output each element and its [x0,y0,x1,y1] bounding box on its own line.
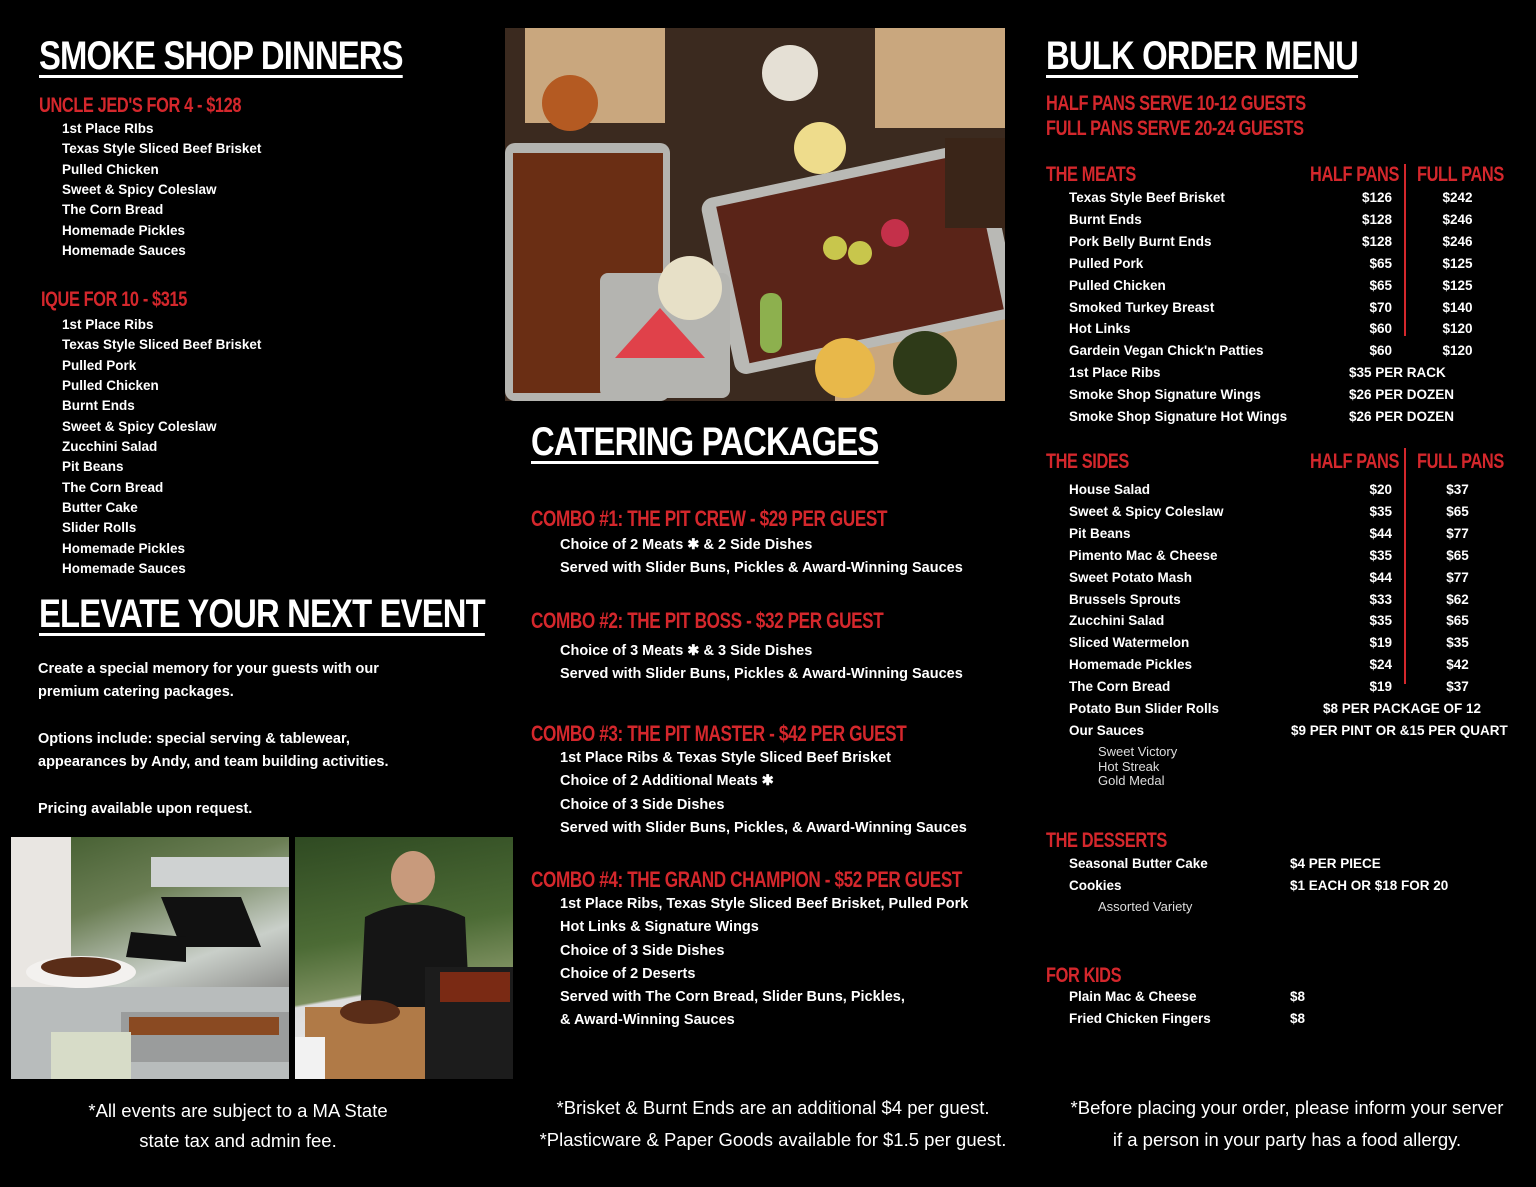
meats-half-label: HALF PANS [1310,163,1400,186]
serving-photo-art [11,837,289,1079]
serving-photo [11,837,289,1079]
dessert-name: Cookies [1069,878,1122,893]
meats-full-label: FULL PANS [1417,163,1504,186]
meats-item-name: Pork Belly Burnt Ends [1069,233,1212,249]
list-item: Slider Rolls [62,520,137,536]
sides-full-label: FULL PANS [1417,450,1504,473]
meats-row [1069,318,1519,340]
meats-price: $35 PER RACK [1349,365,1446,381]
meats-row [1069,384,1519,406]
meats-half-price: $60 [1369,321,1392,337]
half-pans-serve: HALF PANS SERVE 10-12 GUESTS [1046,92,1306,115]
meats-half-price: $126 [1361,190,1392,205]
combo-4 [531,867,1084,1033]
meats-half-price: $65 [1369,277,1392,293]
combo-4-line: Served with The Corn Bread, Slider Buns, Pickles, [560,989,905,1006]
footnote-allergy-line2: if a person in your party has a food allergy. [1112,1129,1462,1150]
kids-item-price: $8 [1290,1011,1306,1026]
combo-2 [531,608,983,687]
sides-half-price: $19 [1369,635,1392,651]
list-item: Texas Style Sliced Beef Brisket [62,337,262,353]
sides-item-name: Pit Beans [1069,525,1131,541]
sides-item-name: Our Sauces [1069,722,1145,738]
list-item: Homemade Sauces [62,243,186,259]
food-spread-photo [505,28,1005,401]
elevate-event-title: ELEVATE YOUR NEXT EVENT [39,592,485,636]
kids-item-price: $8 [1290,989,1306,1004]
combo-1 [531,506,988,581]
meats-half-price: $65 [1369,255,1392,271]
meats-full-price: $125 [1442,255,1473,271]
meats-half-price: $70 [1369,299,1392,315]
sides-row [1069,545,1519,567]
list-item: 1st Place RIbs [62,121,154,136]
sides-price: $9 PER PINT OR &15 PER QUART [1291,722,1508,738]
meats-half-price: $128 [1361,233,1392,249]
sides-half-price: $44 [1369,569,1392,585]
bulk-order-title: BULK ORDER MENU [1046,34,1359,78]
catering-packages-title: CATERING PACKAGES [531,420,879,464]
combo-4-title: COMBO #4: THE GRAND CHAMPION - $52 PER GUEST [531,867,962,892]
list-item: Homemade Pickles [62,222,186,238]
sides-full-price: $35 [1446,635,1469,651]
list-item: Pulled Chicken [62,161,159,177]
sauce-item: Gold Medal [1098,773,1165,788]
meats-half-price: $60 [1369,343,1392,359]
sides-item-name: Brussels Sprouts [1069,591,1181,607]
meats-full-price: $120 [1442,343,1473,359]
dessert-row [1069,875,1519,897]
combo-4-line: Choice of 2 Deserts [560,965,696,982]
meats-row [1069,362,1519,384]
sides-row [1069,523,1519,545]
meats-full-price: $242 [1442,190,1473,205]
sides-full-price: $65 [1446,503,1469,519]
sides-item-name: Zucchini Salad [1069,613,1165,629]
sides-full-price: $77 [1446,525,1469,541]
kids-item-name: Fried Chicken Fingers [1069,1011,1211,1026]
meats-full-price: $246 [1442,233,1473,249]
sides-half-price: $33 [1369,591,1392,607]
list-item: The Corn Bread [62,202,164,218]
list-item: The Corn Bread [62,479,164,495]
combo-4-line: Choice of 3 Side Dishes [560,942,725,959]
meats-title: THE MEATS [1046,163,1136,186]
list-item: Butter Cake [62,500,138,516]
sides-full-price: $37 [1446,482,1469,497]
list-item: Pulled Pork [62,357,137,373]
meats-half-price: $128 [1361,211,1392,227]
meats-full-price: $140 [1442,299,1473,315]
sides-half-price: $19 [1369,679,1392,695]
sides-row [1069,610,1519,632]
sides-half-price: $35 [1369,613,1392,629]
kids-row [1069,1008,1519,1030]
event-options: Options include: special serving & tablewear, appearances by Andy, and team building activities. [38,731,389,770]
dessert-price: $4 PER PIECE [1290,856,1381,871]
combo-2-title: COMBO #2: THE PIT BOSS - $32 PER GUEST [531,608,884,633]
sides-half-price: $20 [1369,482,1392,497]
meats-item-name: Gardein Vegan Chick'n Patties [1069,343,1264,359]
chef-photo [295,837,513,1079]
combo-1-title: COMBO #1: THE PIT CREW - $29 PER GUEST [531,506,888,531]
list-item: Homemade Pickles [62,540,186,556]
meats-full-price: $246 [1442,211,1473,227]
list-item: 1st Place Ribs [62,317,154,332]
combo-4-line: 1st Place Ribs, Texas Style Sliced Beef Brisket, Pulled Pork [560,896,969,912]
sides-half-price: $35 [1369,503,1392,519]
meats-row [1069,231,1519,253]
kids-row [1069,986,1519,1008]
meats-row [1069,209,1519,231]
list-item: Burnt Ends [62,398,135,414]
kids-title: FOR KIDS [1046,964,1122,987]
meats-full-price: $120 [1442,321,1473,337]
sides-row [1069,698,1519,720]
sauce-list [1098,745,1177,789]
sides-item-name: Sweet Potato Mash [1069,569,1193,585]
desserts-title: THE DESSERTS [1046,829,1167,852]
meats-item-name: Smoke Shop Signature Hot Wings [1069,409,1288,424]
meats-item-name: 1st Place Ribs [1069,365,1161,381]
sides-half-label: HALF PANS [1310,450,1400,473]
sides-full-price: $77 [1446,569,1469,585]
sides-row [1069,654,1519,676]
combo-3 [531,721,1012,840]
sides-row [1069,676,1519,698]
sides-item-name: Sweet & Spicy Coleslaw [1069,503,1224,519]
event-pricing: Pricing available upon request. [38,801,253,817]
sides-full-price: $42 [1446,657,1469,673]
combo-3-line: 1st Place Ribs & Texas Style Sliced Beef Brisket [560,750,891,766]
footnote-tax-line1: *All events are subject to a MA State [88,1100,388,1121]
meats-item-name: Texas Style Beef Brisket [1069,190,1225,205]
sides-row [1069,720,1519,742]
dessert-row [1069,853,1519,875]
chef-photo-art [295,837,513,1079]
footnote-allergy-line1: *Before placing your order, please inform your server [1070,1097,1504,1118]
package-uncle-jeds-list [62,119,261,261]
combo-3-line: Choice of 2 Additional Meats ✱ [560,773,774,790]
list-item: Pit Beans [62,459,124,475]
meats-item-name: Hot Links [1069,321,1131,337]
combo-1-line: Served with Slider Buns, Pickles & Award-Winning Sauces [560,560,963,577]
sides-title: THE SIDES [1046,450,1129,473]
food-spread-art [505,28,1005,401]
list-item: Zucchini Salad [62,439,158,455]
combo-3-line: Choice of 3 Side Dishes [560,796,725,813]
package-uncle-jeds-title: UNCLE JED'S FOR 4 - $128 [39,94,242,117]
meats-item-name: Smoke Shop Signature Wings [1069,387,1261,403]
sides-full-price: $37 [1446,679,1469,695]
sides-row [1069,479,1519,501]
cookies-note: Assorted Variety [1098,899,1193,914]
list-item: Texas Style Sliced Beef Brisket [62,141,262,157]
sides-item-name: Potato Bun Slider Rolls [1069,701,1220,716]
meats-row [1069,187,1519,209]
sides-half-price: $24 [1369,657,1392,673]
combo-2-line: Served with Slider Buns, Pickles & Award-Winning Sauces [560,666,963,683]
meats-row [1069,253,1519,275]
meats-row [1069,275,1519,297]
list-item: Sweet & Spicy Coleslaw [62,182,217,198]
sauce-item: Sweet Victory [1098,744,1178,759]
sides-item-name: Pimento Mac & Cheese [1069,547,1218,563]
sauce-item: Hot Streak [1098,758,1160,774]
sides-half-price: $35 [1369,547,1392,563]
combo-4-line: & Award-Winning Sauces [560,1012,735,1029]
sides-price: $8 PER PACKAGE OF 12 [1323,701,1482,716]
sides-full-price: $62 [1446,591,1469,607]
meats-row [1069,297,1519,319]
sides-item-name: The Corn Bread [1069,679,1171,695]
combo-4-line: Hot Links & Signature Wings [560,919,759,936]
meats-item-name: Smoked Turkey Breast [1069,299,1215,315]
sides-row [1069,501,1519,523]
sides-item-name: Sliced Watermelon [1069,635,1190,651]
sides-full-price: $65 [1446,547,1469,563]
list-item: Homemade Sauces [62,561,186,577]
sides-row [1069,567,1519,589]
dessert-price: $1 EACH OR $18 FOR 20 [1290,878,1449,893]
footnote-plasticware: *Plasticware & Paper Goods available for $1.5 per guest. [539,1129,1007,1150]
sides-full-price: $65 [1446,613,1469,629]
meats-price: $26 PER DOZEN [1349,387,1455,403]
event-description: Create a special memory for your guests with our premium catering packages. [38,661,379,700]
list-item: Sweet & Spicy Coleslaw [62,418,217,434]
footnote-tax-line2: state tax and admin fee. [139,1130,337,1151]
combo-3-title: COMBO #3: THE PIT MASTER - $42 PER GUEST [531,721,907,746]
footnote-brisket: *Brisket & Burnt Ends are an additional $4 per guest. [556,1097,990,1118]
meats-row [1069,406,1519,428]
sides-row [1069,632,1519,654]
list-item: Pulled Chicken [62,378,159,394]
meats-item-name: Burnt Ends [1069,211,1142,227]
meats-price: $26 PER DOZEN [1349,409,1455,424]
kids-item-name: Plain Mac & Cheese [1069,989,1197,1004]
meats-item-name: Pulled Pork [1069,255,1144,271]
combo-3-line: Served with Slider Buns, Pickles, & Award-Winning Sauces [560,819,967,836]
package-ique-title: IQUE FOR 10 - $315 [41,288,187,311]
meats-item-name: Pulled Chicken [1069,277,1166,293]
package-ique-list [62,315,261,579]
sides-row [1069,589,1519,611]
dessert-name: Seasonal Butter Cake [1069,856,1208,871]
sides-item-name: Homemade Pickles [1069,657,1193,673]
sides-item-name: House Salad [1069,482,1151,497]
combo-1-line: Choice of 2 Meats ✱ & 2 Side Dishes [560,537,813,553]
sides-half-price: $44 [1369,525,1392,541]
combo-2-line: Choice of 3 Meats ✱ & 3 Side Dishes [560,643,813,659]
meats-row [1069,340,1519,362]
smoke-shop-dinners-title: SMOKE SHOP DINNERS [39,34,403,78]
full-pans-serve: FULL PANS SERVE 20-24 GUESTS [1046,117,1304,140]
meats-full-price: $125 [1442,277,1473,293]
